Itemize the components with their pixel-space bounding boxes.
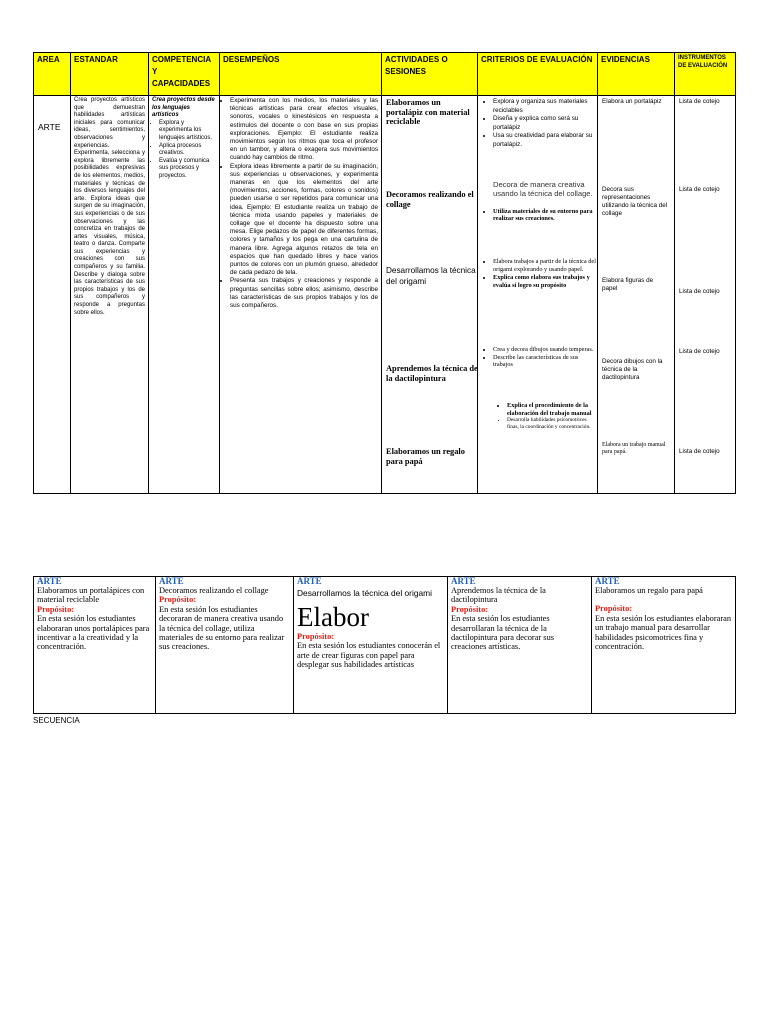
criterios-group — [486, 346, 599, 369]
session-area: ARTE — [159, 576, 184, 586]
competencia-title: Crea proyectos desde los lenguajes artísticos — [152, 97, 215, 119]
criterio-item: • Usa su creatividad para elaborar su portalápiz. — [493, 132, 599, 149]
header-instrumentos: INSTRUMENTOS DE EVALUACIÓN — [675, 53, 736, 96]
desempeno-item: • Explora ideas libremente a partir de su imaginación, sus experiencias u observaciones, y experimenta maneras en que los elementos del arte (movimientos, acciones, formas, colores o sonidos) pueden usarse o ser repetidos para comunicar una idea. Ejemplo: El estudiante realiza un trabajo de técnica mixta usando papeles y materiales de collage que el docente ha dispuesto sobre una mesa. Elige pedazos de papel de diferentes formas, colores y tamaños y los pega en una cartulina de manera libre. Agrega algunos retazos de tela en espacios que han quedado libres y hace varios puntos de colores con un plumón grueso, alrededor de cada pedazo de tela. — [230, 163, 378, 278]
instrumento-item: Lista de cotejo — [679, 98, 720, 105]
session-proposito-label: Propósito: — [451, 604, 489, 614]
header-evidencias: EVIDENCIAS — [598, 53, 675, 96]
criterio-item: • Explora y organiza sus materiales reciclables — [493, 98, 599, 115]
instrumento-item: Lista de cotejo — [679, 186, 720, 193]
capacidad-item: • Evalúa y comunica sus procesos y proyectos. — [159, 158, 216, 181]
session-title: Elaboramos un regalo para papá — [595, 586, 703, 595]
header-actividades: ACTIVIDADES O SESIONES — [382, 53, 478, 96]
actividades-cell — [382, 96, 478, 494]
session-cell — [34, 577, 156, 714]
session-proposito: En esta sesión los estudiantes desarrollaran la técnica de la dactilopintura para decorar sus creaciones artísticas. — [451, 614, 555, 652]
session-cell — [156, 577, 294, 714]
session-proposito: En esta sesión los estudiantes conocerán el arte de crear figuras con papel para desplegar sus habilidades artísticas — [297, 641, 441, 670]
criterio-item: • Explica como elabora sus trabajos y evalúa si logro su propósito — [493, 274, 599, 290]
session-proposito-label: Propósito: — [297, 632, 335, 641]
session-area: ARTE — [297, 576, 322, 586]
session-big-text: Elabor — [297, 602, 369, 632]
capacidad-item: • Aplica procesos creativos. — [159, 143, 216, 158]
desempeno-item: • Presenta sus trabajos y creaciones y responde a preguntas sencillas sobre ellos; asimismo, describe las características de sus propios trabajos y los de sus compañeros. — [230, 277, 378, 310]
evidencia-item: Decora dibujos con la técnica de la dactilopintura — [602, 358, 663, 381]
session-proposito: En esta sesión los estudiantes elaboraran unos portalápices para incentivar a la creatividad y la concentración. — [37, 614, 150, 652]
instrumento-item: Lista de cotejo — [679, 348, 720, 355]
actividad-item: Desarrollamos la técnica del origami — [386, 266, 476, 286]
secuencia-label: SECUENCIA — [33, 716, 80, 725]
desempeno-item: • Experimenta con los medios, los materiales y las técnicas artísticas para crear efectos visuales, sonoros, vocales o kinestésicos en respuesta a estímulos del docente o con base en sus propias exploraciones. Ejemplo: El estudiante realiza movimientos según los ritmos que toca el profesor en un tambor, y altera o exagera sus movimientos cuando hay cambios de ritmo. — [230, 97, 378, 163]
criterio-item: • Crea y decora dibujos usando temperas. — [493, 346, 599, 354]
session-cell — [592, 577, 736, 714]
criterio-item: • Explica el procedimiento de la elaboración del trabajo manual — [507, 402, 597, 417]
session-title: Desarrollamos la técnica del origami — [297, 588, 432, 598]
session-proposito: En esta sesión los estudiantes decoraran de manera creativa usando la técnica del collage, utiliza materiales de su entorno para realizar sus creaciones. — [159, 604, 285, 652]
criterios-group — [500, 402, 597, 431]
instrumento-item: Lista de cotejo — [679, 288, 720, 295]
sessions-row — [34, 577, 736, 714]
estandar-cell: Crea proyectos artísticos que demuestran habilidades artísticas iniciales para comunicar ideas, sentimientos, observaciones y experiencias. Experimenta, selecciona y explora libremente las posibilidades expresivas de los elementos, medios, materiales y técnicas de los diversos lenguajes del arte. Explora ideas que surgen de su imaginación, sus experiencias o de sus observaciones y las concretiza en trabajos de artes visuales, música, teatro o danza. Comparte sus experiencias y creaciones con sus compañeros y su familia. Describe y dialoga sobre las características de sus propios trabajos y los de sus compañeros y responde a preguntas sobre ellos. — [71, 96, 149, 494]
evidencia-item: Elabora figuras de papel — [602, 277, 654, 292]
competencia-cell — [149, 96, 220, 494]
criterios-group — [486, 98, 599, 150]
criterios-group — [486, 208, 599, 223]
criterio-item: Decora de manera creativa usando la técnica del collage. — [493, 180, 593, 198]
content-row — [34, 96, 736, 494]
evidencia-item: Elabora un portalápiz — [602, 98, 662, 105]
criterio-item: • Desarrolla habilidades psicomotrices finas, la coordinación y concentración. — [507, 417, 597, 431]
session-cell — [448, 577, 592, 714]
evidencia-item: Elabora un trabajo manual para papá. — [602, 442, 666, 456]
header-desempenos: DESEMPEÑOS — [220, 53, 382, 96]
session-proposito-label: Propósito: — [159, 595, 197, 605]
actividad-item: Decoramos realizando el collage — [386, 190, 474, 209]
planning-table — [33, 52, 736, 494]
session-title: Decoramos realizando el collage — [159, 586, 269, 595]
session-area: ARTE — [451, 576, 476, 586]
session-cell — [294, 577, 448, 714]
session-proposito-label: Propósito: — [595, 604, 633, 614]
actividad-item: Elaboramos un regalo para papá — [386, 447, 465, 466]
criterio-item: • Describe las características de sus trabajos — [493, 354, 599, 369]
header-row — [34, 53, 736, 96]
criterio-item: • Diseña y explica como será su portalápiz — [493, 115, 599, 132]
instrumento-item: Lista de cotejo — [679, 448, 720, 455]
criterios-group — [486, 258, 599, 290]
session-title: Elaboramos un portalápices con material reciclable — [37, 586, 145, 605]
session-proposito: En esta sesión los estudiantes elaboraran un trabajo manual para desarrollar habilidades psicomotrices fina y concentración. — [595, 613, 732, 652]
criterios-group — [486, 180, 599, 198]
sessions-table — [33, 576, 736, 714]
header-competencia: COMPETENCIA Y CAPACIDADES — [149, 53, 220, 96]
capacidades-list — [152, 120, 216, 181]
session-area: ARTE — [595, 576, 620, 586]
header-criterios: CRITERIOS DE EVALUACIÓN — [478, 53, 598, 96]
header-area: AREA — [34, 53, 71, 96]
actividad-item: Aprendemos la técnica de la dactilopintura — [386, 364, 478, 383]
criterio-item: • Elabora trabajos a partir de la técnica del origami explorando y usando papel. — [493, 258, 599, 274]
desempenos-list — [223, 97, 378, 310]
evidencia-item: Decora sus representaciones utilizando la técnica del collage — [602, 186, 668, 217]
area-cell: ARTE — [34, 96, 71, 494]
desempenos-cell — [220, 96, 382, 494]
header-estandar: ESTANDAR — [71, 53, 149, 96]
criterio-item: • Utiliza materiales de su entorno para realizar sus creaciones. — [493, 208, 599, 223]
actividad-item: Elaboramos un portalápiz con material reciclable — [386, 98, 470, 126]
criterios-cell — [478, 96, 598, 494]
session-area: ARTE — [37, 576, 62, 586]
session-proposito-label: Propósito: — [37, 604, 75, 614]
session-title: Aprendemos la técnica de la dactilopintura — [451, 586, 546, 605]
evidencias-cell — [598, 96, 675, 494]
capacidad-item: • Explora y experimenta los lenguajes artísticos. — [159, 120, 216, 143]
instrumentos-cell — [675, 96, 736, 494]
